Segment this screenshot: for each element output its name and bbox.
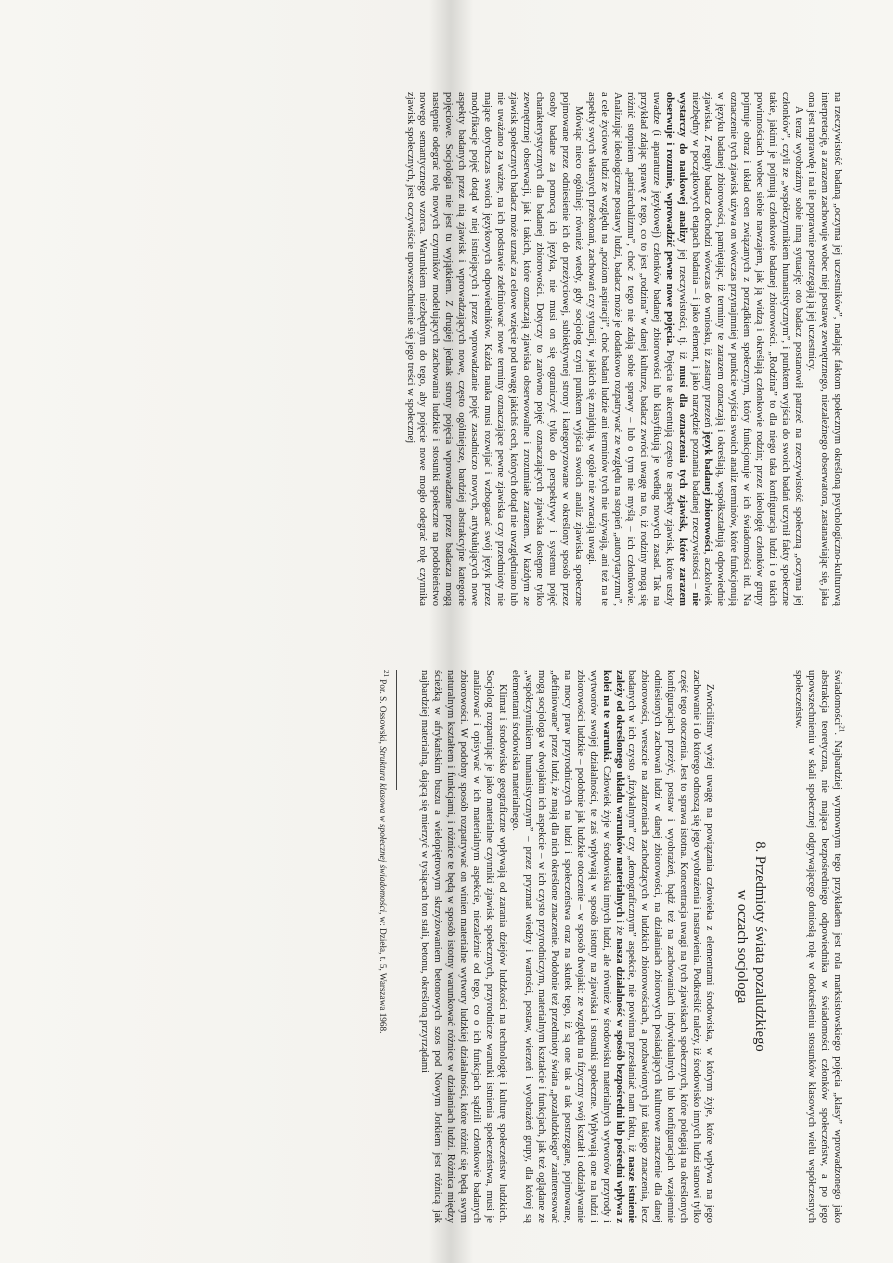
paragraph-text: Człowiek żyje w środowisku innych ludzi, ale również w środowisku materialnych wytworów przyrody i wytworów swojej działalności, te zaś wpływają w sposób istotny na zjawiska i stosunki społeczne. Wpływają one na ludzi i zbiorowości ludzkie – podobnie jak ludzkie otoczenie – w sposób dwojaki: ze względu na fizyczny swój kształt i oddziaływanie na mocy praw przyrodniczych na ludzi i społeczeństwa oraz na skutek tego, iż są one tak a tak postrzegane, pojmowane, „definiowane” przez ludzi, że mają dla nich określone znaczenie. Podobnie też przedmioty świata „pozaludzkiego” zainteresować mogą socjologa w dwojakim ich aspekcie – w ich czysto przyrodniczym, materialnym kształcie i funkcjach, jak też oglądane ze „współczynnikiem humanistycznym” – przez pryzmat wiedzy i wartości, postaw, wierzeń i wyobrażeń grupy, dla której są elementami środowiska materialnego. — [509, 670, 612, 1223]
footnote-title: Struktura klasowa w społecznej świadomości — [378, 746, 389, 913]
footnote-text: Por. S. Ossowski, — [378, 679, 389, 747]
paragraph-text: Klimat i środowisko geograficzne wpływają od zarania dziejów ludzkości na technologię i kulturę społeczeństw ludzkich. Socjolog rozpatrując je jako materialne czynniki zjawisk społecznych, przyrodnicze warunki istnienia społeczeństwa, musi je analizować i opisywać w ich materialnym aspekcie, niezależnie od tego, co o ich funkcjach sądzili członkowie badanych zbiorowości. W podobny sposób rozpatrywać on winien materialne wytwory ludzkiej działalności, które różnić się będą swym naturalnym kształtem i funkcjami, i różnice te będą w sposób istotny warunkować różnice w działaniach ludzi. Różnica między ścieżką w afrykańskim buszu a wielopiętrowym skrzyżowaniem betonowych szos pod Nowym Jorkiem jest różnicą jak najbardziej materialną, dającą się mierzyć w tysiącach ton stali, betonu, określoną przyrządami — [419, 670, 508, 1223]
footnote — [377, 670, 392, 1223]
right-page — [0, 640, 893, 1263]
left-page-paragraph — [403, 92, 584, 606]
paragraph-text: świadomości — [832, 670, 843, 726]
paragraph-text: A teraz wyobraźmy sobie inną sytuację: oto badacz postanowił patrzeć na rzeczywistość społeczną „oczyma jej członków”, czyli ze „współczynnikiem humanistycznym”, i punktem wyjścia do swoich badań uczynił fakty społeczne takie, jakimi je pojmują członkowie badanej zbiorowości. „Rodzina” to dla niego taka konfiguracja ludzi i o takich powinnościach wobec siebie nawzajem, jak ją widzą i określają członkowie rodzin; przez ideologię członków grupy pojmuje obraz i układ ocen związanych z porządkiem społecznym, który funkcjonuje w ich świadomości itd. Na oznaczenie tych zjawisk używa on wówczas przynajmniej w punkcie wyjścia swoich analiz terminów, które funkcjonują w języku badanej zbiorowości, pamiętając, iż terminy te zarazem oznaczają i określają, współkształtują odpowiednie zjawiska. Z reguły badacz dochodzi wówczas do wniosku, iż zastany przezeń — [702, 92, 805, 606]
right-page-top-text — [791, 670, 846, 1223]
paragraph-text: , aczkolwiek niezbędny w początkowych etapach badania – i jako element, i jako narzędzie poznania badanej rzeczywistości – — [689, 92, 714, 606]
left-page-paragraph — [804, 92, 843, 606]
paragraph-text: Zwróciliśmy wyżej uwagę na powiązania człowieka z elementami środowiska, w którym żyje, które wpływa na jego zachowanie i do którego odnoszą się jego wyobrażenia i nastawienia. Podkreślić należy, iż środowisko innych ludzi stanowi tylko część tego otoczenia. Jest to sprawa istotna. Koncentracja uwagi na tych zjawiskach społecznych, które polegają na określonych konfiguracjach przeżyć, postaw i wyobrażeń, bądź też na zachowaniach indywidualnych lub konfiguracjach wzajemnie odniesionych zachowań ludzi w danej zbiorowości, na działaniach zbiorowych posiadających kulturowe znaczenie dla danej zbiorowości, wreszcie na zdarzeniach zachodzących w ludzkich zbiorowościach, a pozbawionych już takiego znaczenia, lecz badanych w ich czysto „fizykalnym” czy „demograficznym” aspekcie, nie powinna przesłaniać nam faktu, iż — [626, 670, 716, 1223]
paragraph-text: jej rzeczywistości, tj. iż — [676, 243, 688, 366]
emphasized-text: język badanej zbiorowości — [702, 430, 714, 552]
footnote-rest: , w: Dzieła, t. 5, Warszawa 1968. — [378, 912, 389, 1034]
emphasized-text: nasze istnienie zależy od określonego układu warunków materialnych — [613, 670, 638, 1223]
section-heading-line-1: 8. Przedmioty świata pozaludzkiego — [752, 841, 769, 1052]
paragraph-text: i że — [613, 917, 625, 939]
left-page-paragraph — [584, 92, 804, 606]
paragraph-text: na rzeczywistość badaną „oczyma jej uczestników”, nadając faktom społecznym określoną psychologiczno-kulturową interpretację, a zarazem zachowuje wobec niej postawę zewnętrznego, niezależnego obserwatora, zastanawiając się, jaka ona jest naprawdę i na ile poprawnie postrzegają ją jej uczestnicy. — [806, 92, 843, 606]
right-page-body-paragraph — [417, 670, 508, 1223]
emphasized-text: nie wystarczy do naukowej analizy — [676, 92, 701, 606]
footnote-number: 21 — [382, 670, 391, 677]
right-page-body-text — [417, 670, 715, 1223]
section-heading-line-2: w oczach socjologa — [734, 889, 751, 1004]
paragraph-text: . Najbardziej wymownym tego przykładem jest rola marksistowskiego pojęcia „klasy” wprowadzonego jako abstrakcja teoretyczna, nie mająca bezpośredniego odpowiednika w świadomości członków społeczeństw, a po jego upowszechnieniu w skali społecznej odgrywającego doniosłą rolę w dookreśleniu stosunków klasowych wielu współczesnych społeczeństw. — [793, 670, 843, 1223]
right-page-body-paragraph — [508, 670, 715, 1223]
footnote-divider — [396, 670, 397, 790]
emphasized-text: musi dla oznaczenia tych zjawisk, które zarazem obserwuje i rozumie, wprowadzić pewne nowe pojęcia. — [663, 92, 688, 606]
footnote-reference: 21 — [837, 725, 846, 733]
section-heading — [733, 670, 769, 1223]
right-page-top-paragraph — [791, 670, 846, 1223]
paragraph-text: Mówiąc nieco ogólniej: również wtedy, gdy socjolog czyni punktem wyjścia swoich analiz zjawiska społeczne pojmowane przez odniesienie ich do przeżyciowej, subiektywnej strony i kategoryzowane w określony sposób przez osoby badane za pomocą ich języka, nie musi on się ograniczyć tylko do perspektywy i systemu pojęć charakterystycznych dla badanej zbiorowości. Dotyczy to zarówno pojęć oznaczających zjawiska dostępne tylko zewnętrznej obserwacji, jak i takich, które oznaczają zjawiska obserwowalne i zrozumiałe zarazem. W każdym ze zjawisk społecznych badacz może uznać za celowe wzięcie pod uwagę jakichś cech, których dotąd nie uwzględniano lub nie uważano za ważne, na ich podstawie zdefiniować nowe terminy oznaczające pewne zjawiska czy przedmioty nie mające dotychczas swoich językowych odpowiedników. Każda nauka musi rozwijać i wzbogacać swój język przez modyfikacje pojęć dotąd w niej istniejących i przez wprowadzanie pojęć zasadniczo nowych, artykułujących nowe aspekty badanych przez nią zjawisk i wprowadzających nowe, często ogólniejsze, bardziej abstrakcyjne kategorie pojęciowe. Socjologia nie jest tu wyjątkiem. Z drugiej jednak strony pojęcia wprowadzane przez badacza mogą następnie odegrać rolę nowych czynników modelujących zachowania ludzkie i stosunki społeczne na podobieństwo nowego semantycznego wzorca. Warunkiem niezbędnym do tego, aby pojęcie nowe mogło odegrać rolę czynnika zjawisk społecznych, jest oczywiście upowszechnienie się jego treści w społecznej — [404, 92, 584, 606]
paragraph-text: Pojęcia te akcentują często te aspekty zjawisk, które uszły uwadze (i aparaturze językowej) członków badanej zbiorowości lub klasyfikują je według nowych zasad. Tak na przykład zdając sprawę z tego, co to jest „rodzina” w danej kulturze, badacz zwróci uwagę na to, iż rodziny mogą się różnić stopniem „patriarchalizmu”, choć z tego nie zdają sobie sprawy – lub o tym nie myślą – ich członkowie. Analizując ideologiczne postawy ludzi, badacz może je dodatkowo rozpatrywać ze względu na stopień „autorytaryzmu”, a cele życiowe ludzi ze względu na „poziom aspiracji”, choć badani ludzie ani terminów tych nie używają, ani też na te aspekty swych własnych przekonań, zachowań czy sytuacji, w jakich się znajdują, w ogóle nie zwracają uwagi. — [585, 92, 675, 606]
emphasized-text: nasza działalność w sposób bezpośredni lub pośredni wpływa z kolei na te warunki. — [600, 670, 625, 1224]
